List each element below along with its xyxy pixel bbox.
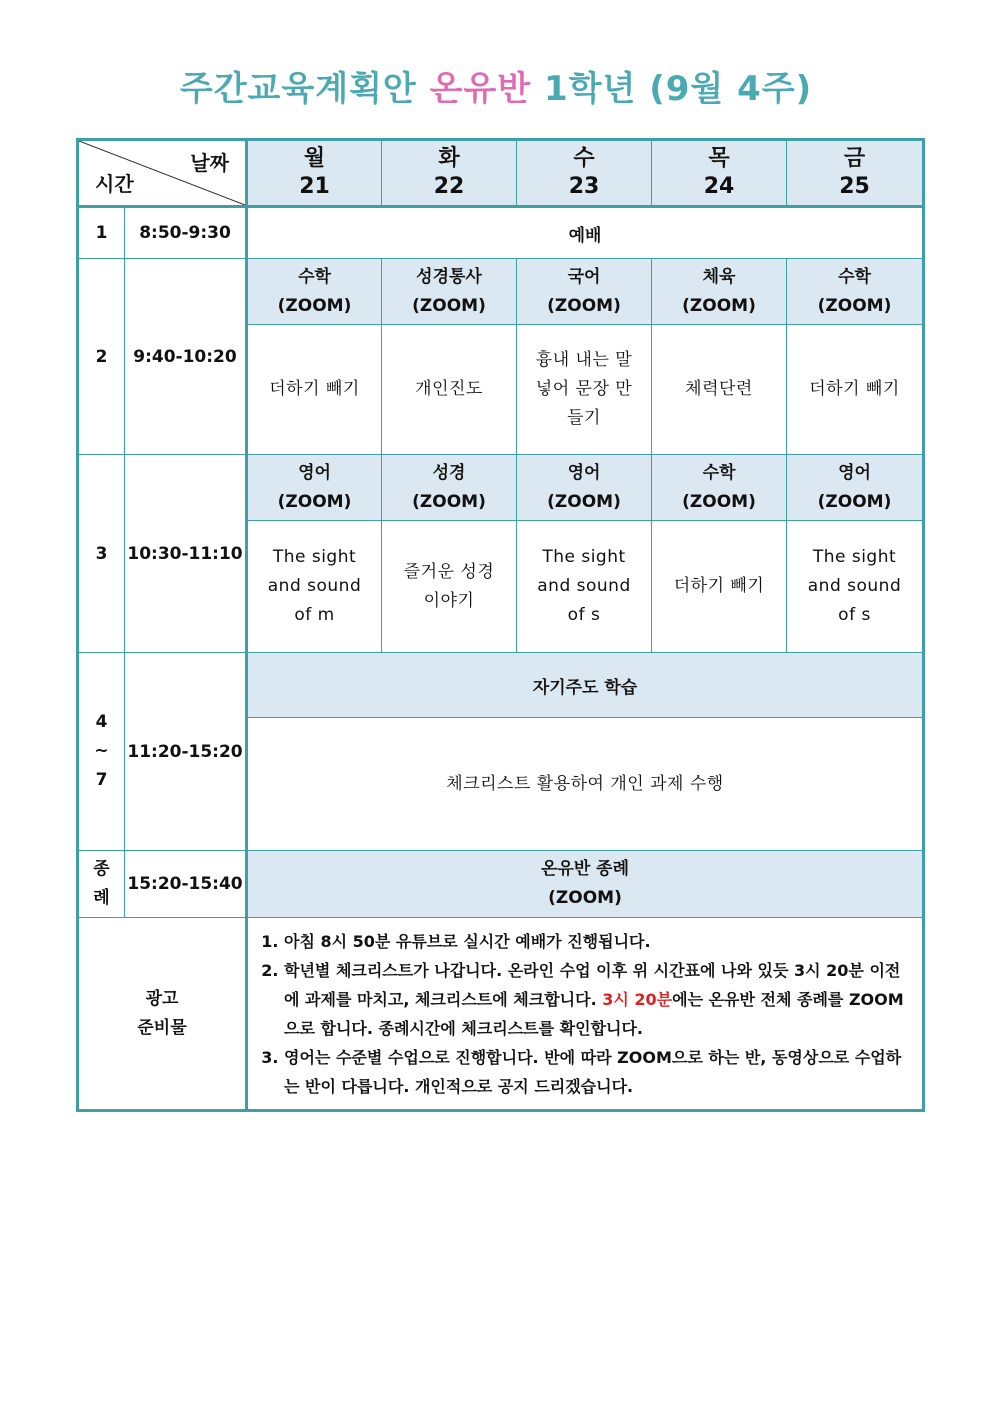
notice-item-1: 1. 아침 8시 50분 유튜브로 실시간 예배가 진행됩니다. [284, 927, 914, 956]
topic-cell: The sight and sound of s [787, 521, 924, 653]
subject-cell [787, 455, 924, 521]
topic-cell: 더하기 빼기 [652, 521, 787, 653]
subject-name: 국어 [567, 266, 601, 287]
subject-cell [382, 455, 517, 521]
subject-cell [787, 259, 924, 325]
subject-mode: (ZOOM) [682, 295, 756, 316]
day-name: 금 [843, 146, 866, 171]
subject-cell [382, 259, 517, 325]
header-corner [78, 140, 247, 207]
subject-name: 영어 [567, 462, 601, 483]
subject-name: 영어 [838, 462, 871, 483]
closing-mode: (ZOOM) [548, 888, 622, 908]
period-number-end: 7 [95, 770, 108, 790]
notice-item-3: 3. 영어는 수준별 수업으로 진행합니다. 반에 따라 ZOOM으로 하는 반, 동영상으로 수업하는 반이 다릅니다. 개인적으로 공지 드리겠습니다. [284, 1043, 914, 1101]
period-number-start: 4 [95, 712, 108, 732]
period-number [78, 653, 125, 851]
topic-cell: The sight and sound of s [517, 521, 652, 653]
subject-cell [652, 259, 787, 325]
period-number: 2 [78, 259, 125, 455]
corner-date-label: 날짜 [190, 151, 229, 175]
closing-label-bottom: 례 [93, 888, 110, 908]
subject-cell [652, 455, 787, 521]
notice-list [258, 927, 914, 1101]
subject-mode: (ZOOM) [547, 491, 621, 512]
subject-cell [517, 259, 652, 325]
period-time: 8:50-9:30 [125, 207, 247, 259]
subject-name: 성경통사 [416, 266, 482, 287]
subject-mode: (ZOOM) [412, 295, 486, 316]
period-time: 9:40-10:20 [125, 259, 247, 455]
subject-mode: (ZOOM) [277, 295, 352, 316]
corner-time-label: 시간 [95, 172, 134, 196]
day-name: 월 [303, 146, 326, 171]
weekly-schedule-table [76, 138, 925, 1112]
title-grade-week: 1학년 (9월 4주) [544, 69, 813, 109]
closing-label [78, 851, 125, 918]
topic-cell: 더하기 빼기 [787, 325, 924, 455]
notice-item-2 [284, 956, 914, 1043]
header-day-fri [787, 140, 924, 207]
title-class: 온유반 [429, 69, 532, 109]
title-plan: 주간교육계획안 [179, 69, 417, 109]
period-number: 3 [78, 455, 125, 653]
notice-label [78, 918, 247, 1111]
self-study-title: 자기주도 학습 [247, 653, 924, 718]
subject-cell [517, 455, 652, 521]
day-date: 24 [703, 174, 735, 199]
topic-cell: 더하기 빼기 [247, 325, 382, 455]
subject-mode: (ZOOM) [817, 491, 892, 512]
day-date: 21 [299, 174, 330, 199]
self-study-desc: 체크리스트 활용하여 개인 과제 수행 [247, 718, 924, 851]
header-day-tue [382, 140, 517, 207]
subject-mode: (ZOOM) [277, 491, 352, 512]
period-number-tilde: ~ [94, 741, 109, 761]
subject-mode: (ZOOM) [682, 491, 756, 512]
subject-name: 수학 [702, 462, 736, 483]
topic-cell: 흉내 내는 말 넣어 문장 만들기 [517, 325, 652, 455]
subject-name: 수학 [298, 266, 331, 287]
day-name: 화 [438, 146, 460, 171]
day-date: 25 [839, 174, 870, 199]
period-activity: 예배 [247, 207, 924, 259]
subject-mode: (ZOOM) [547, 295, 621, 316]
header-day-thu [652, 140, 787, 207]
header-day-mon [247, 140, 382, 207]
subject-name: 체육 [702, 266, 736, 287]
notice-item-2-highlight: 3시 20분 [602, 989, 673, 1009]
subject-name: 수학 [838, 266, 871, 287]
day-date: 23 [568, 174, 600, 199]
subject-mode: (ZOOM) [817, 295, 892, 316]
closing-label-top: 종 [93, 859, 110, 879]
notice-item-2-text-a: 학년별 체크리스트가 나갑니다. 온라인 수업 이후 위 시간표에 나와 있듯 3시 20분 이전에 과제를 마치고, 체크리스트에 체크합니다. [284, 960, 901, 1009]
topic-cell: The sight and sound of m [247, 521, 382, 653]
period-time: 15:20-15:40 [125, 851, 247, 918]
subject-cell [247, 259, 382, 325]
closing-cell [247, 851, 924, 918]
period-number: 1 [78, 207, 125, 259]
day-date: 22 [433, 174, 465, 199]
notice-label-bottom: 준비물 [137, 1017, 187, 1038]
notice-label-top: 광고 [145, 988, 179, 1009]
topic-cell: 체력단련 [652, 325, 787, 455]
subject-name: 영어 [298, 462, 331, 483]
subject-mode: (ZOOM) [412, 491, 486, 512]
subject-cell [247, 455, 382, 521]
page-title [0, 66, 992, 112]
day-name: 수 [573, 146, 595, 171]
notice-item-2-text-b: 에는 온유반 전체 종례를 ZOOM으로 합니다. 종례시간에 체크리스트를 확인합니다. [284, 989, 904, 1038]
day-name: 목 [708, 146, 730, 171]
topic-cell: 개인진도 [382, 325, 517, 455]
period-time: 11:20-15:20 [125, 653, 247, 851]
notice-content [247, 918, 924, 1111]
closing-title: 온유반 종례 [540, 859, 630, 879]
header-day-wed [517, 140, 652, 207]
topic-cell: 즐거운 성경 이야기 [382, 521, 517, 653]
period-time: 10:30-11:10 [125, 455, 247, 653]
subject-name: 성경 [432, 462, 466, 483]
